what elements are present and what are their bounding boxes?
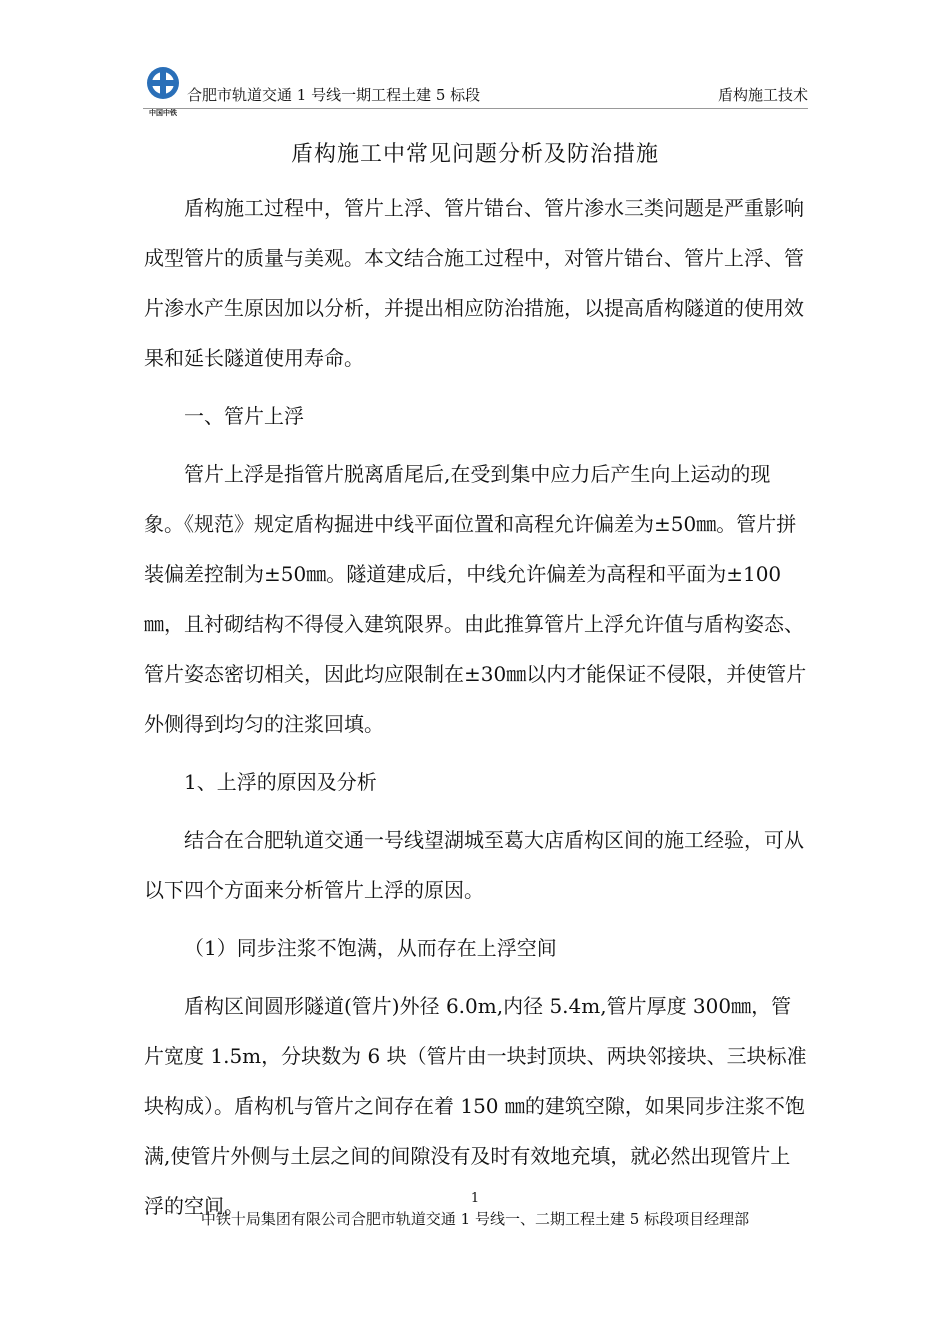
- header-project-name: 合肥市轨道交通 1 号线一期工程土建 5 标段: [187, 86, 481, 104]
- logo-label: 中国中铁: [149, 109, 177, 117]
- section-heading: 一、管片上浮: [184, 404, 304, 428]
- intro-paragraph: 盾构施工过程中，管片上浮、管片错台、管片渗水三类问题是严重影响成型管片的质量与美观。本文结合施工过程中，对管片错台、管片上浮、管片渗水产生原因加以分析，并提出相应防治措施，以提高盾构隧道的使用效果和延长隧道使用寿命。: [144, 196, 804, 370]
- body-paragraph: 结合在合肥轨道交通一号线望湖城至葛大店盾构区间的施工经验，可从以下四个方面来分析管片上浮的原因。: [144, 828, 804, 902]
- document-title: 盾构施工中常见问题分析及防治措施: [290, 142, 659, 167]
- body-paragraph: 管片上浮是指管片脱离盾尾后,在受到集中应力后产生向上运动的现象。《规范》规定盾构掘进中线平面位置和高程允许偏差为±50㎜。管片拼装偏差控制为±50㎜。隧道建成后，中线允许偏差为高程和平面为±100㎜，且衬砌结构不得侵入建筑限界。由此推算管片上浮允许值与盾构姿态、管片姿态密切相关，因此均应限制在±30㎜以内才能保证不侵限，并使管片外侧得到均匀的注浆回填。: [144, 462, 807, 736]
- header-rule: [143, 108, 808, 109]
- header-section-name: 盾构施工技术: [717, 86, 808, 104]
- document-body: [144, 183, 809, 1239]
- page-number: 1: [470, 1191, 480, 1206]
- subsection-heading: 1、上浮的原因及分析: [184, 770, 377, 794]
- company-logo: [143, 66, 183, 122]
- item-heading: （1）同步注浆不饱满，从而存在上浮空间: [184, 936, 557, 960]
- page-header: [143, 66, 808, 122]
- page-footer: 中铁十局集团有限公司合肥市轨道交通 1 号线一、二期工程土建 5 标段项目经理部: [200, 1210, 750, 1228]
- body-paragraph: 盾构区间圆形隧道(管片)外径 6.0m,内径 5.4m,管片厚度 300㎜，管片宽度 1.5m，分块数为 6 块（管片由一块封顶块、两块邻接块、三块标准块构成）。盾构机与管片之间存在着 150 ㎜的建筑空隙，如果同步注浆不饱满,使管片外侧与土层之间的间隙没有及时有效地充填，就必然出现管片上浮的空间。: [144, 994, 807, 1218]
